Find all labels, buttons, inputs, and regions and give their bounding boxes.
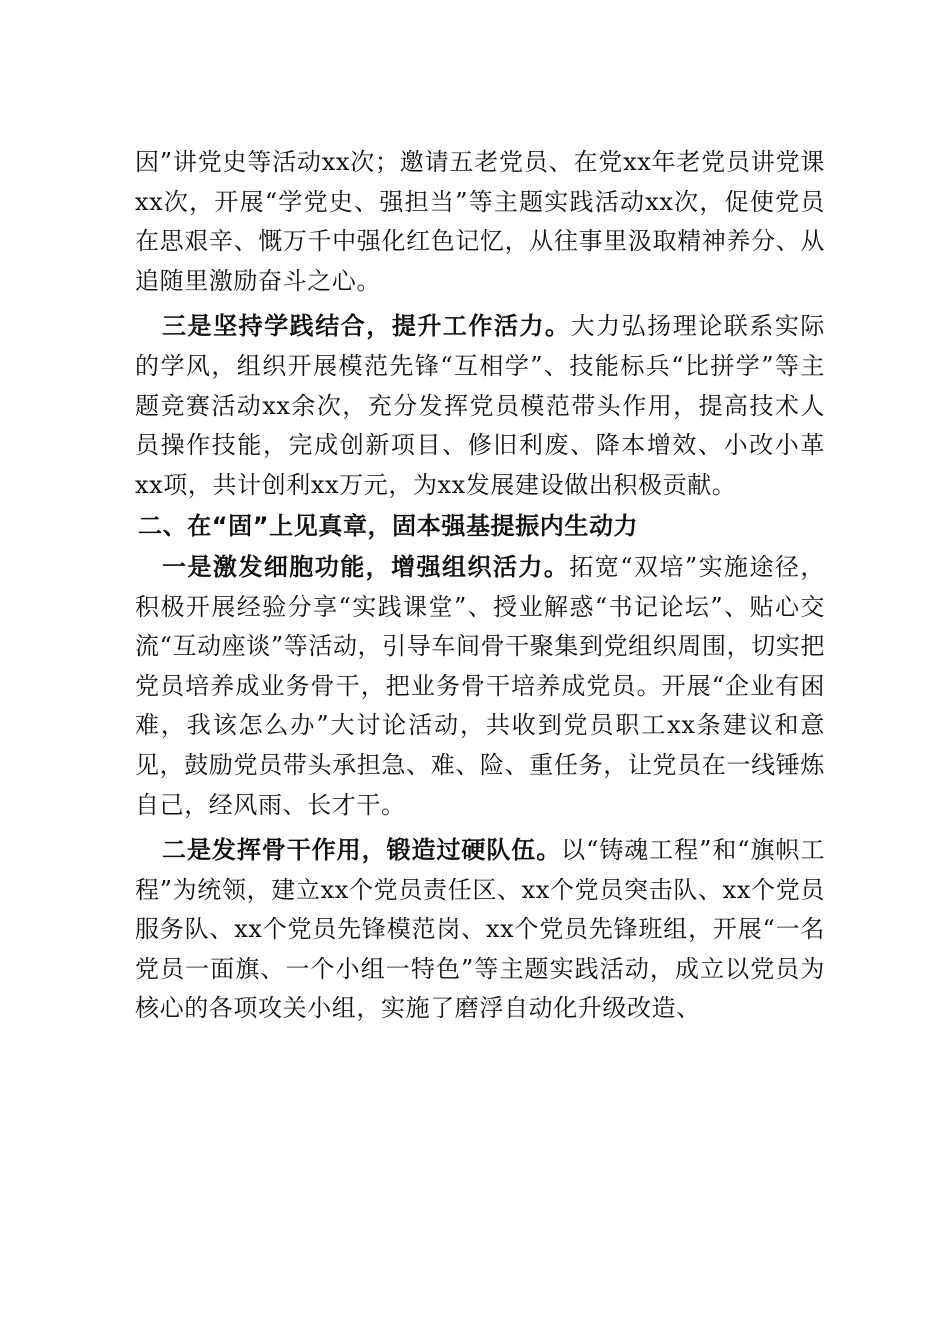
paragraph-cell-function [135, 547, 825, 825]
paragraph-lead: 三是坚持学践结合，提升工作活力。 [162, 311, 571, 341]
section-heading: 二、在“固”上见真章，固本强基提振内生动力 [138, 512, 639, 541]
paragraph-text: 大力弘扬理论联系实际的学风，组织开展模范先锋“互相学”、技能标兵“比拼学”等主题竞赛活动xx余次，充分发挥党员模范带头作用，提高技术人员操作技能，完成创新项目、修旧利废、降本增效、小改小革xx项，共计创利xx万元，为xx发展建设做出积极贡献。 [135, 312, 825, 499]
paragraph-lead: 二是发挥骨干作用，锻造过硬队伍。 [162, 835, 562, 865]
paragraph-text: 因”讲党史等活动xx次；邀请五老党员、在党xx年老党员讲党课xx次，开展“学党史、强担当”等主题实践活动xx次，促使党员在思艰辛、慨万千中强化红色记忆，从往事里汲取精神养分、从追随里激励奋斗之心。 [135, 148, 825, 295]
paragraph-backbone-role [135, 830, 825, 1029]
paragraph-continued [135, 143, 825, 301]
document-page [135, 143, 825, 1029]
paragraph-text: 以“铸魂工程”和“旗帜工程”为统领，建立xx个党员责任区、xx个党员突击队、xx个党员服务队、xx个党员先锋模范岗、xx个党员先锋班组，开展“一名党员一面旗、一个小组一特色”等主题实践活动，成立以党员为核心的各项攻关小组，实施了磨浮自动化升级改造、 [135, 836, 825, 1023]
paragraph-learning-practice [135, 306, 825, 505]
paragraph-text: 拓宽“双培”实施途径，积极开展经验分享“实践课堂”、授业解惑“书记论坛”、贴心交流“互动座谈”等活动，引导车间骨干聚集到党组织周围，切实把党员培养成业务骨干，把业务骨干培养成党员。开展“企业有困难，我该怎么办”大讨论活动，共收到党员职工xx条建议和意见，鼓励党员带头承担急、难、险、重任务，让党员在一线锤炼自己，经风雨、长才干。 [135, 552, 825, 819]
paragraph-lead: 一是激发细胞功能，增强组织活力。 [162, 551, 570, 581]
